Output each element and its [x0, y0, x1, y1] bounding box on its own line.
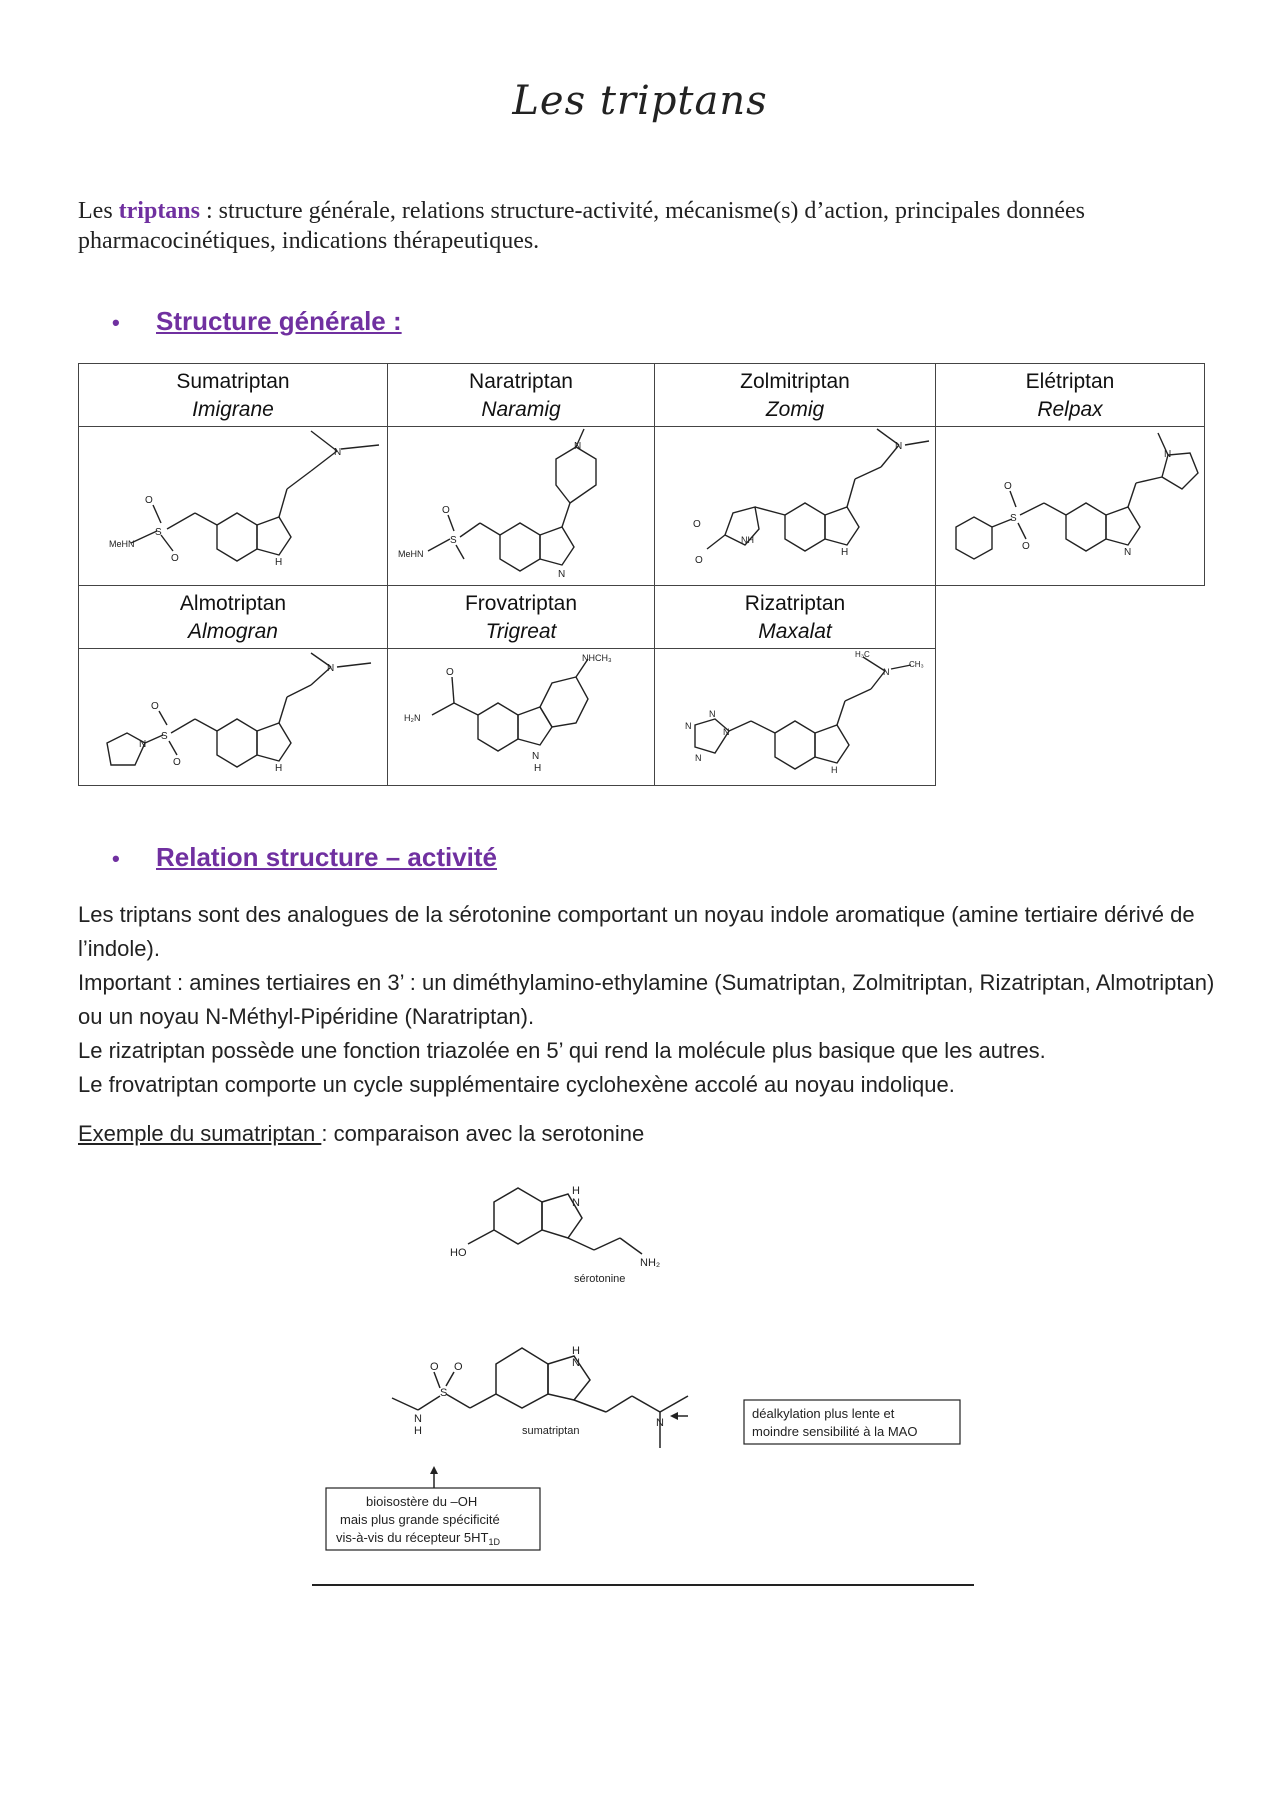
- atom-label: H: [572, 1345, 580, 1357]
- drug-structures-table: [78, 363, 1205, 786]
- rizatriptan-structure: [655, 649, 935, 785]
- drug-name: Almotriptan: [179, 592, 287, 615]
- structure-cell: [388, 649, 655, 786]
- atom-label: N: [695, 753, 702, 763]
- atom-label: H: [534, 763, 542, 774]
- drug-brand: Imigrane: [192, 398, 274, 421]
- serotonin-structure: [450, 1185, 660, 1285]
- naratriptan-structure: [388, 427, 654, 585]
- serotonin-sumatriptan-figure: [300, 1180, 980, 1560]
- drug-brand: Zomig: [765, 398, 825, 421]
- drug-name: Elétriptan: [1025, 370, 1115, 393]
- atom-label: N: [1124, 547, 1132, 558]
- atom-label: N: [883, 667, 890, 677]
- atom-label: O: [1022, 541, 1030, 552]
- drug-brand: Relpax: [1037, 398, 1103, 421]
- intro-keyword: triptans: [118, 198, 200, 224]
- atom-label: O: [171, 553, 179, 564]
- atom-label: O: [1004, 481, 1012, 492]
- almotriptan-structure: [79, 649, 387, 785]
- atom-label: H₂N: [404, 713, 421, 723]
- atom-label: N: [414, 1413, 422, 1425]
- atom-label: N: [572, 1357, 580, 1369]
- annotation-bioisostere: bioisostère du –OH: [366, 1494, 478, 1509]
- drug-name: Frovatriptan: [464, 592, 578, 615]
- atom-label: N: [334, 447, 342, 458]
- drug-brand: Almogran: [188, 620, 278, 643]
- intro-rest: : structure générale, relations structure-activité, mécanisme(s) d’action, principales données pharmacocinétiques, indications thérapeutiques.: [78, 198, 1085, 254]
- drug-name-cell: [655, 586, 936, 649]
- horizontal-rule: [312, 1584, 974, 1586]
- drug-name-cell: [79, 586, 388, 649]
- receptor-text: vis-à-vis du récepteur 5HT: [336, 1530, 489, 1545]
- receptor-subscript: 1D: [488, 1537, 500, 1547]
- drug-name-cell: [79, 364, 388, 427]
- example-line: [78, 1121, 644, 1147]
- frovatriptan-structure: [388, 649, 654, 785]
- atom-label: S: [1010, 513, 1017, 524]
- atom-label: O: [693, 519, 701, 530]
- atom-label: N: [327, 663, 335, 674]
- sumatriptan-structure: [79, 427, 387, 585]
- atom-label: O: [173, 757, 181, 768]
- drug-name-cell: [655, 364, 936, 427]
- section-heading-sar: [112, 842, 497, 873]
- section-heading-text: Structure générale :: [156, 306, 402, 336]
- sar-paragraphs: [78, 898, 1218, 1102]
- drug-brand: Trigreat: [485, 620, 557, 643]
- atom-label: H: [414, 1425, 422, 1437]
- drug-name-cell: [936, 364, 1205, 427]
- drug-name-cell: [388, 364, 655, 427]
- atom-label: MeHN: [398, 549, 424, 559]
- annotation-mao: moindre sensibilité à la MAO: [752, 1424, 918, 1439]
- atom-label: H: [831, 765, 838, 775]
- intro-prefix: Les: [78, 198, 119, 224]
- structure-cell: [655, 427, 936, 586]
- atom-label: N: [895, 441, 903, 452]
- paragraph: Le rizatriptan possède une fonction triazolée en 5’ qui rend la molécule plus basique que les autres.: [78, 1038, 1046, 1063]
- structure-cell: [79, 427, 388, 586]
- atom-label: H₃C: [855, 650, 870, 659]
- drug-name: Naratriptan: [469, 370, 573, 393]
- atom-label: O: [151, 701, 159, 712]
- atom-label: S: [440, 1387, 448, 1399]
- atom-label: N: [723, 727, 730, 737]
- annotation-dealkylation: déalkylation plus lente et: [752, 1406, 895, 1421]
- atom-label: N: [685, 721, 692, 731]
- atom-label: N: [574, 441, 582, 452]
- atom-label: O: [145, 495, 153, 506]
- atom-label: H: [572, 1185, 580, 1197]
- eletriptan-structure: [936, 427, 1204, 585]
- bullet-icon: •: [112, 310, 120, 335]
- page-title: Les triptans: [512, 78, 768, 124]
- paragraph: Le frovatriptan comporte un cycle supplémentaire cyclohexène accolé au noyau indolique.: [78, 1072, 955, 1097]
- atom-label: NH₂: [640, 1257, 661, 1269]
- drug-name: Rizatriptan: [744, 592, 846, 615]
- sumatriptan-structure: [392, 1345, 688, 1448]
- empty-cell: [936, 649, 1205, 786]
- example-underlined: Exemple du sumatriptan: [78, 1121, 322, 1146]
- sumatriptan-label: sumatriptan: [522, 1425, 580, 1437]
- atom-label: HO: [450, 1247, 467, 1259]
- atom-label: S: [155, 527, 162, 538]
- drug-brand: Naramig: [481, 398, 561, 421]
- atom-label: N: [656, 1417, 664, 1429]
- drug-name: Sumatriptan: [176, 370, 290, 393]
- atom-label: H: [275, 557, 283, 568]
- paragraph: Important : amines tertiaires en 3’ : un diméthylamino-ethylamine (Sumatriptan, Zolmitriptan, Rizatriptan, Almotriptan) ou un noyau N-Méthyl-Pipéridine (Naratriptan).: [78, 970, 1215, 1029]
- atom-label: N: [532, 751, 540, 762]
- structure-cell: [655, 649, 936, 786]
- atom-label: N: [572, 1197, 580, 1209]
- atom-label: O: [695, 555, 703, 566]
- atom-label: MeHN: [109, 539, 135, 549]
- atom-label: H: [275, 763, 283, 774]
- atom-label: CH₃: [909, 660, 924, 669]
- drug-name: Zolmitriptan: [740, 370, 850, 393]
- zolmitriptan-structure: [655, 427, 935, 585]
- atom-label: H: [841, 547, 849, 558]
- atom-label: O: [446, 667, 454, 678]
- atom-label: N: [1164, 449, 1172, 460]
- atom-label: NH: [741, 535, 754, 545]
- structure-cell: [936, 427, 1205, 586]
- structure-cell: [79, 649, 388, 786]
- atom-label: O: [442, 505, 450, 516]
- drug-brand: Maxalat: [758, 620, 832, 643]
- atom-label: O: [454, 1361, 463, 1373]
- section-heading-structure: [112, 306, 402, 337]
- atom-label: NHCH₃: [582, 653, 612, 663]
- empty-cell: [936, 586, 1205, 649]
- atom-label: S: [450, 535, 457, 546]
- atom-label: N: [558, 569, 566, 580]
- paragraph: Les triptans sont des analogues de la sérotonine comportant un noyau indole aromatique (amine tertiaire dérivé de l’indole).: [78, 902, 1195, 961]
- annotation-receptor: [336, 1530, 500, 1547]
- atom-label: O: [430, 1361, 439, 1373]
- atom-label: N: [139, 739, 147, 750]
- atom-label: S: [161, 731, 168, 742]
- intro-paragraph: [78, 196, 1208, 256]
- annotation-specificity: mais plus grande spécificité: [340, 1512, 500, 1527]
- example-rest: : comparaison avec la serotonine: [321, 1121, 645, 1146]
- atom-label: N: [709, 709, 716, 719]
- section-heading-text: Relation structure – activité: [156, 842, 497, 872]
- drug-name-cell: [388, 586, 655, 649]
- serotonin-label: sérotonine: [574, 1273, 626, 1285]
- structure-cell: [388, 427, 655, 586]
- bullet-icon: •: [112, 846, 120, 871]
